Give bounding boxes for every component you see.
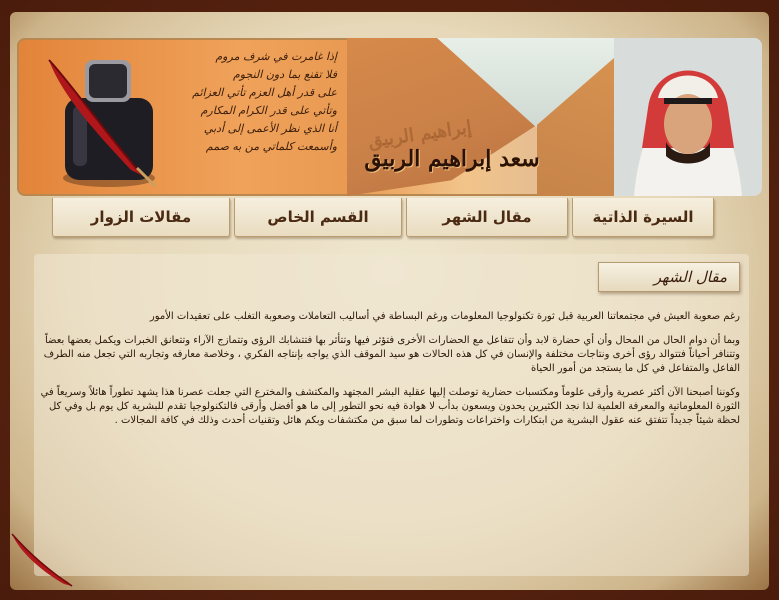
article-paragraph: رغم صعوبة العيش في مجتمعاتنا العربية قبل ثورة تكنولوجيا المعلومات ورغم البساطة في أساليب التعاملات وصعوبة التغلب على تعقيدات الأمور xyxy=(149,311,740,322)
site-title: سعد إبراهيم الربيق xyxy=(364,146,540,172)
main-nav xyxy=(48,198,748,238)
poem-line: وأسمعت كلماتي من به صمم xyxy=(205,140,337,153)
poem-line: فلا تقنع بما دون النجوم xyxy=(233,68,337,81)
section-title-box xyxy=(598,262,740,292)
tab-article-of-month[interactable]: مقال الشهر xyxy=(406,198,568,237)
poem-line: على قدر أهل العزم تأتي العزائم xyxy=(192,86,337,99)
poem-line: أنا الذي نظر الأعمى إلى أدبي xyxy=(203,122,337,135)
portrait-image xyxy=(614,38,762,196)
tab-private-section[interactable]: القسم الخاص xyxy=(234,198,402,237)
tab-visitor-articles[interactable]: مقالات الزوار xyxy=(52,198,230,237)
poem-line: إذا غامرت في شرف مروم xyxy=(215,50,337,63)
site-title-watermark: إبراهيم الربيق xyxy=(367,116,473,153)
header-banner xyxy=(17,38,762,196)
article-body xyxy=(40,310,740,438)
poem-line: وتأتي على قدر الكرام المكارم xyxy=(200,104,337,117)
banner-poem xyxy=(177,48,337,188)
tab-cv[interactable]: السيرة الذاتية xyxy=(572,198,714,237)
article-paragraph: وبما أن دوام الحال من المحال وأن أي حضارة لابد وأن تتفاعل مع الحضارات الأخرى فتؤثر فيها وتتأثر بها فتتشابك الرؤى وتتمازج الآراء وتتعانق الخبرات ويكمل بعضها بعضاً وتتنافر أحياناً فتتوالد رؤى أخرى ونتاجات مختلفة والإنسان في كل هذه الحالات هو سيد الموقف الذي يواجه بإنتاجه الفكري ، وخلاصة معارفه وتجاربه التي تجعل منه الطرف الفاعل والمتفاعل في كل ما يستجد من أمور الحياة xyxy=(43,335,740,374)
section-title: مقال الشهر xyxy=(653,268,727,286)
ink-bottle-icon xyxy=(47,50,157,190)
quill-icon xyxy=(8,528,78,588)
article-paragraph: وكوننا أصبحنا الآن أكثر عصرية وأرقى علوماً ومكتسبات حضارية توصلت إليها عقلية البشر المجتهد والمكتشف والمخترع التي جعلت عصرنا هذا يشهد تطوراً هائلاً وسريعاً في الثورة المعلوماتية والمعرفة العلمية لذا نجد الكثيرين يحدون ويسعون بدأب لا هوادة فيه نحو التطور إلى ما هو أفضل وأرقى فالتكنولوجيا تقدم للبشرية كل يوم بل وفي كل لحظة شيئاً جديداً تتفتق عنه عقول البشرية من ابتكارات واختراعات وتطورات لما سبق من مكتشفات وبكم هائل وتقنيات أحدث وذلك في كافة المجالات . xyxy=(40,387,740,426)
